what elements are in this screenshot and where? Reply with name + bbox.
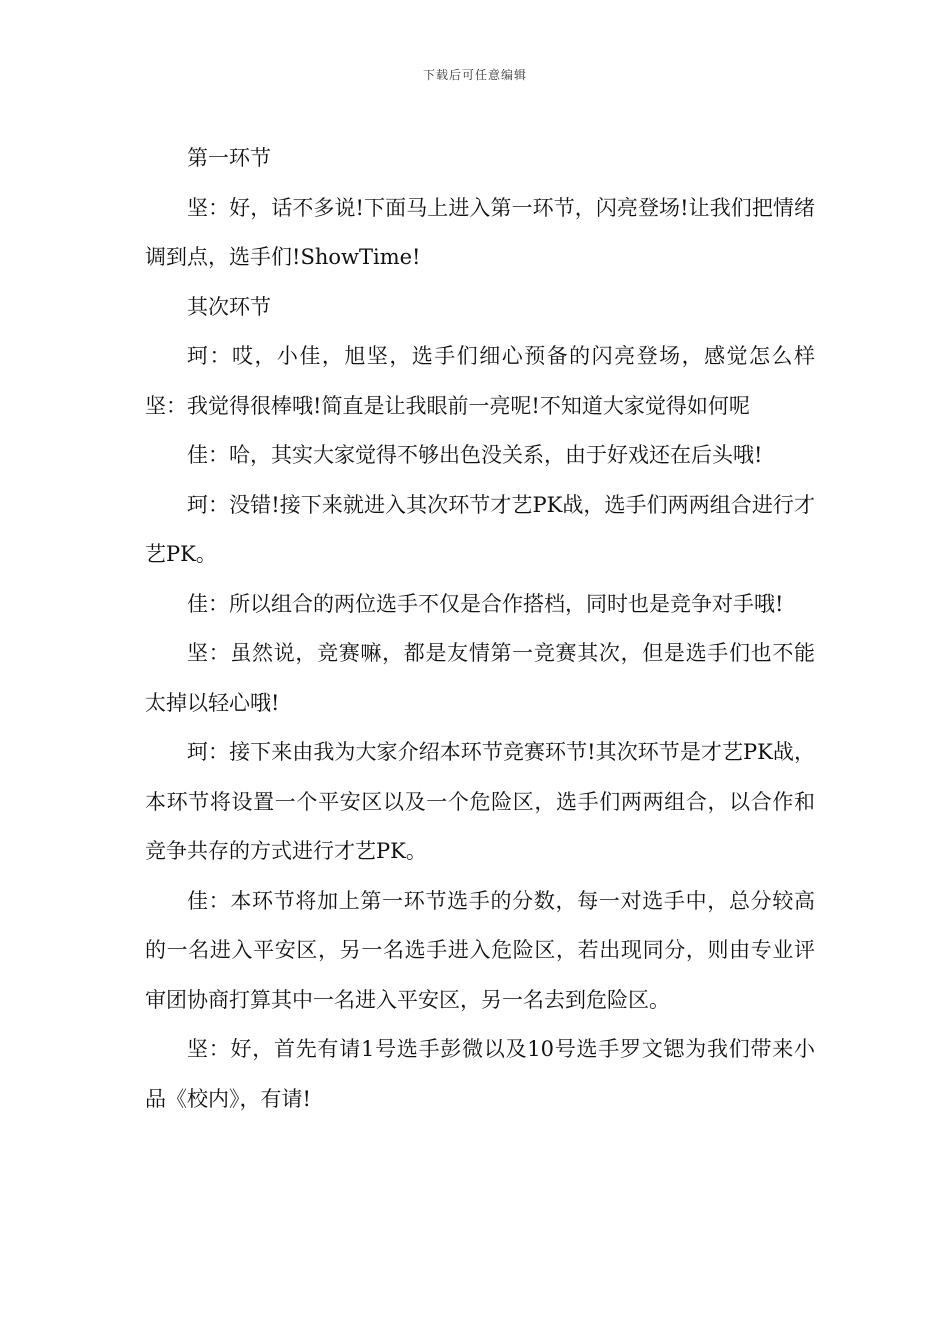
paragraph: 坚：好，首先有请1号选手彭微以及10号选手罗文锶为我们带来小品《校内》，有请! <box>145 1037 815 1111</box>
paragraph: 坚：好，话不多说!下面马上进入第一环节，闪亮登场!让我们把情绪调到点，选手们!ShowTime! <box>145 195 815 269</box>
page-header: 下载后可任意编辑 <box>422 68 527 82</box>
section-heading-1: 第一环节 <box>187 146 271 170</box>
paragraph: 珂：哎，小佳，旭坚，选手们细心预备的闪亮登场，感觉怎么样坚：我觉得很棒哦!简直是让我眼前一亮呢!不知道大家觉得如何呢 <box>145 344 815 418</box>
paragraph: 珂：接下来由我为大家介绍本环节竞赛环节!其次环节是才艺PK战，本环节将设置一个平安区以及一个危险区，选手们两两组合，以合作和竞争共存的方式进行才艺PK。 <box>145 740 815 863</box>
paragraph: 佳：本环节将加上第一环节选手的分数，每一对选手中，总分较高的一名进入平安区，另一名选手进入危险区，若出现同分，则由专业评审团协商打算其中一名进入平安区，另一名去到危险区。 <box>145 888 815 1012</box>
paragraph: 佳：哈，其实大家觉得不够出色没关系，由于好戏还在后头哦! <box>187 443 763 467</box>
section-heading-2: 其次环节 <box>187 294 271 319</box>
document-body <box>145 134 815 1124</box>
paragraph: 坚：虽然说，竞赛嘛，都是友情第一竞赛其次，但是选手们也不能太掉以轻心哦! <box>145 641 815 715</box>
paragraph: 佳：所以组合的两位选手不仅是合作搭档，同时也是竞争对手哦! <box>187 591 784 616</box>
paragraph: 珂：没错!接下来就进入其次环节才艺PK战，选手们两两组合进行才艺PK。 <box>145 492 815 566</box>
